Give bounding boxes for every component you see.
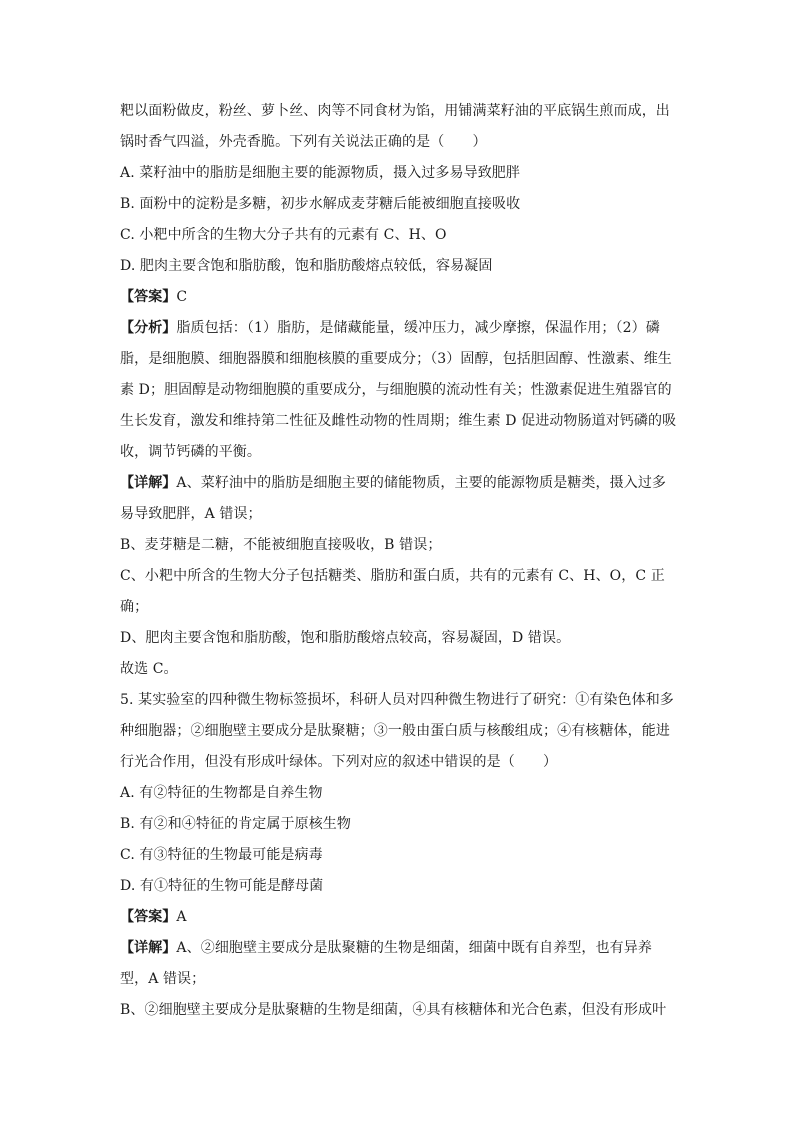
q4-detail-a-text-1: A、菜籽油中的脂肪是细胞主要的储能物质，主要的能源物质是糖类，摄入过多 bbox=[176, 475, 667, 491]
q4-detail-a-line-2: 易导致肥胖，A 错误； bbox=[120, 506, 262, 522]
document-page bbox=[120, 96, 680, 1026]
q5-answer bbox=[120, 902, 680, 933]
q4-conclusion: 故选 C。 bbox=[120, 661, 178, 677]
q4-detail-line-1 bbox=[120, 468, 680, 499]
q5-option-b: B. 有②和④特征的肯定属于原核生物 bbox=[120, 816, 351, 832]
q4-analysis-line-5: 收，调节钙磷的平衡。 bbox=[120, 444, 261, 460]
q5-detail-tag: 【详解】 bbox=[120, 940, 177, 956]
q4-detail-d: D、肥肉主要含饱和脂肪酸，饱和脂肪酸熔点较高，容易凝固，D 错误。 bbox=[120, 630, 571, 646]
q4-answer bbox=[120, 282, 680, 313]
q4-answer-tag: 【答案】 bbox=[120, 289, 177, 305]
q5-stem-line-2: 种细胞器；②细胞壁主要成分是肽聚糖；③一般由蛋白质与核酸组成；④有核糖体，能进 bbox=[120, 723, 670, 739]
q4-analysis-line-3: 素 D；胆固醇是动物细胞膜的重要成分，与细胞膜的流动性有关；性激素促进生殖器官的 bbox=[120, 382, 672, 398]
q4-analysis-line-2: 脂，是细胞膜、细胞器膜和细胞核膜的重要成分；（3）固醇，包括胆固醇、性激素、维生 bbox=[120, 351, 672, 367]
q5-option-c: C. 有③特征的生物最可能是病毒 bbox=[120, 847, 323, 863]
q5-detail-a-text-1: A、②细胞壁主要成分是肽聚糖的生物是细菌，细菌中既有自养型，也有异养 bbox=[176, 940, 652, 956]
q4-detail-c-line-1: C、小粑中所含的生物大分子包括糖类、脂肪和蛋白质，共有的元素有 C、H、O，C 正 bbox=[120, 568, 665, 584]
q4-answer-value: C bbox=[176, 289, 188, 305]
q4-stem-line-1: 粑以面粉做皮，粉丝、萝卜丝、肉等不同食材为馅，用铺满菜籽油的平底锅生煎而成，出 bbox=[120, 103, 670, 119]
q5-option-a: A. 有②特征的生物都是自养生物 bbox=[120, 785, 323, 801]
q5-stem-line-3: 行光合作用，但没有形成叶绿体。下列对应的叙述中错误的是（ ） bbox=[120, 754, 558, 770]
q4-option-c: C. 小粑中所含的生物大分子共有的元素有 C、H、O bbox=[120, 227, 447, 243]
q4-option-d: D. 肥肉主要含饱和脂肪酸，饱和脂肪酸熔点较低，容易凝固 bbox=[120, 258, 493, 274]
q5-option-d: D. 有①特征的生物可能是酵母菌 bbox=[120, 878, 324, 894]
q4-analysis-tag: 【分析】 bbox=[120, 320, 177, 336]
q5-detail-a-line-2: 型，A 错误； bbox=[120, 971, 206, 987]
q5-answer-tag: 【答案】 bbox=[120, 909, 177, 925]
q5-detail-line-1 bbox=[120, 933, 680, 964]
q4-detail-tag: 【详解】 bbox=[120, 475, 177, 491]
q4-option-a: A. 菜籽油中的脂肪是细胞主要的能源物质，摄入过多易导致肥胖 bbox=[120, 165, 521, 181]
q5-answer-value: A bbox=[176, 909, 187, 925]
q5-detail-b-line-1: B、②细胞壁主要成分是肽聚糖的生物是细菌，④具有核糖体和光合色素，但没有形成叶 bbox=[120, 1002, 667, 1018]
q4-analysis-line-1 bbox=[120, 313, 680, 344]
q4-detail-b: B、麦芽糖是二糖，不能被细胞直接吸收，B 错误； bbox=[120, 537, 442, 553]
q4-stem-line-2: 锅时香气四溢，外壳香脆。下列有关说法正确的是（ ） bbox=[120, 134, 487, 150]
q4-option-b: B. 面粉中的淀粉是多糖，初步水解成麦芽糖后能被细胞直接吸收 bbox=[120, 196, 521, 212]
q4-analysis-text-1: 脂质包括：（1）脂肪，是储藏能量，缓冲压力，减少摩擦，保温作用；（2）磷 bbox=[176, 320, 660, 336]
q4-analysis-line-4: 生长发育，激发和维持第二性征及雌性动物的性周期；维生素 D 促进动物肠道对钙磷的吸 bbox=[120, 413, 677, 429]
q4-detail-c-line-2: 确； bbox=[120, 599, 149, 615]
q5-stem-line-1: 5. 某实验室的四种微生物标签损坏，科研人员对四种微生物进行了研究：①有染色体和多 bbox=[120, 692, 674, 708]
